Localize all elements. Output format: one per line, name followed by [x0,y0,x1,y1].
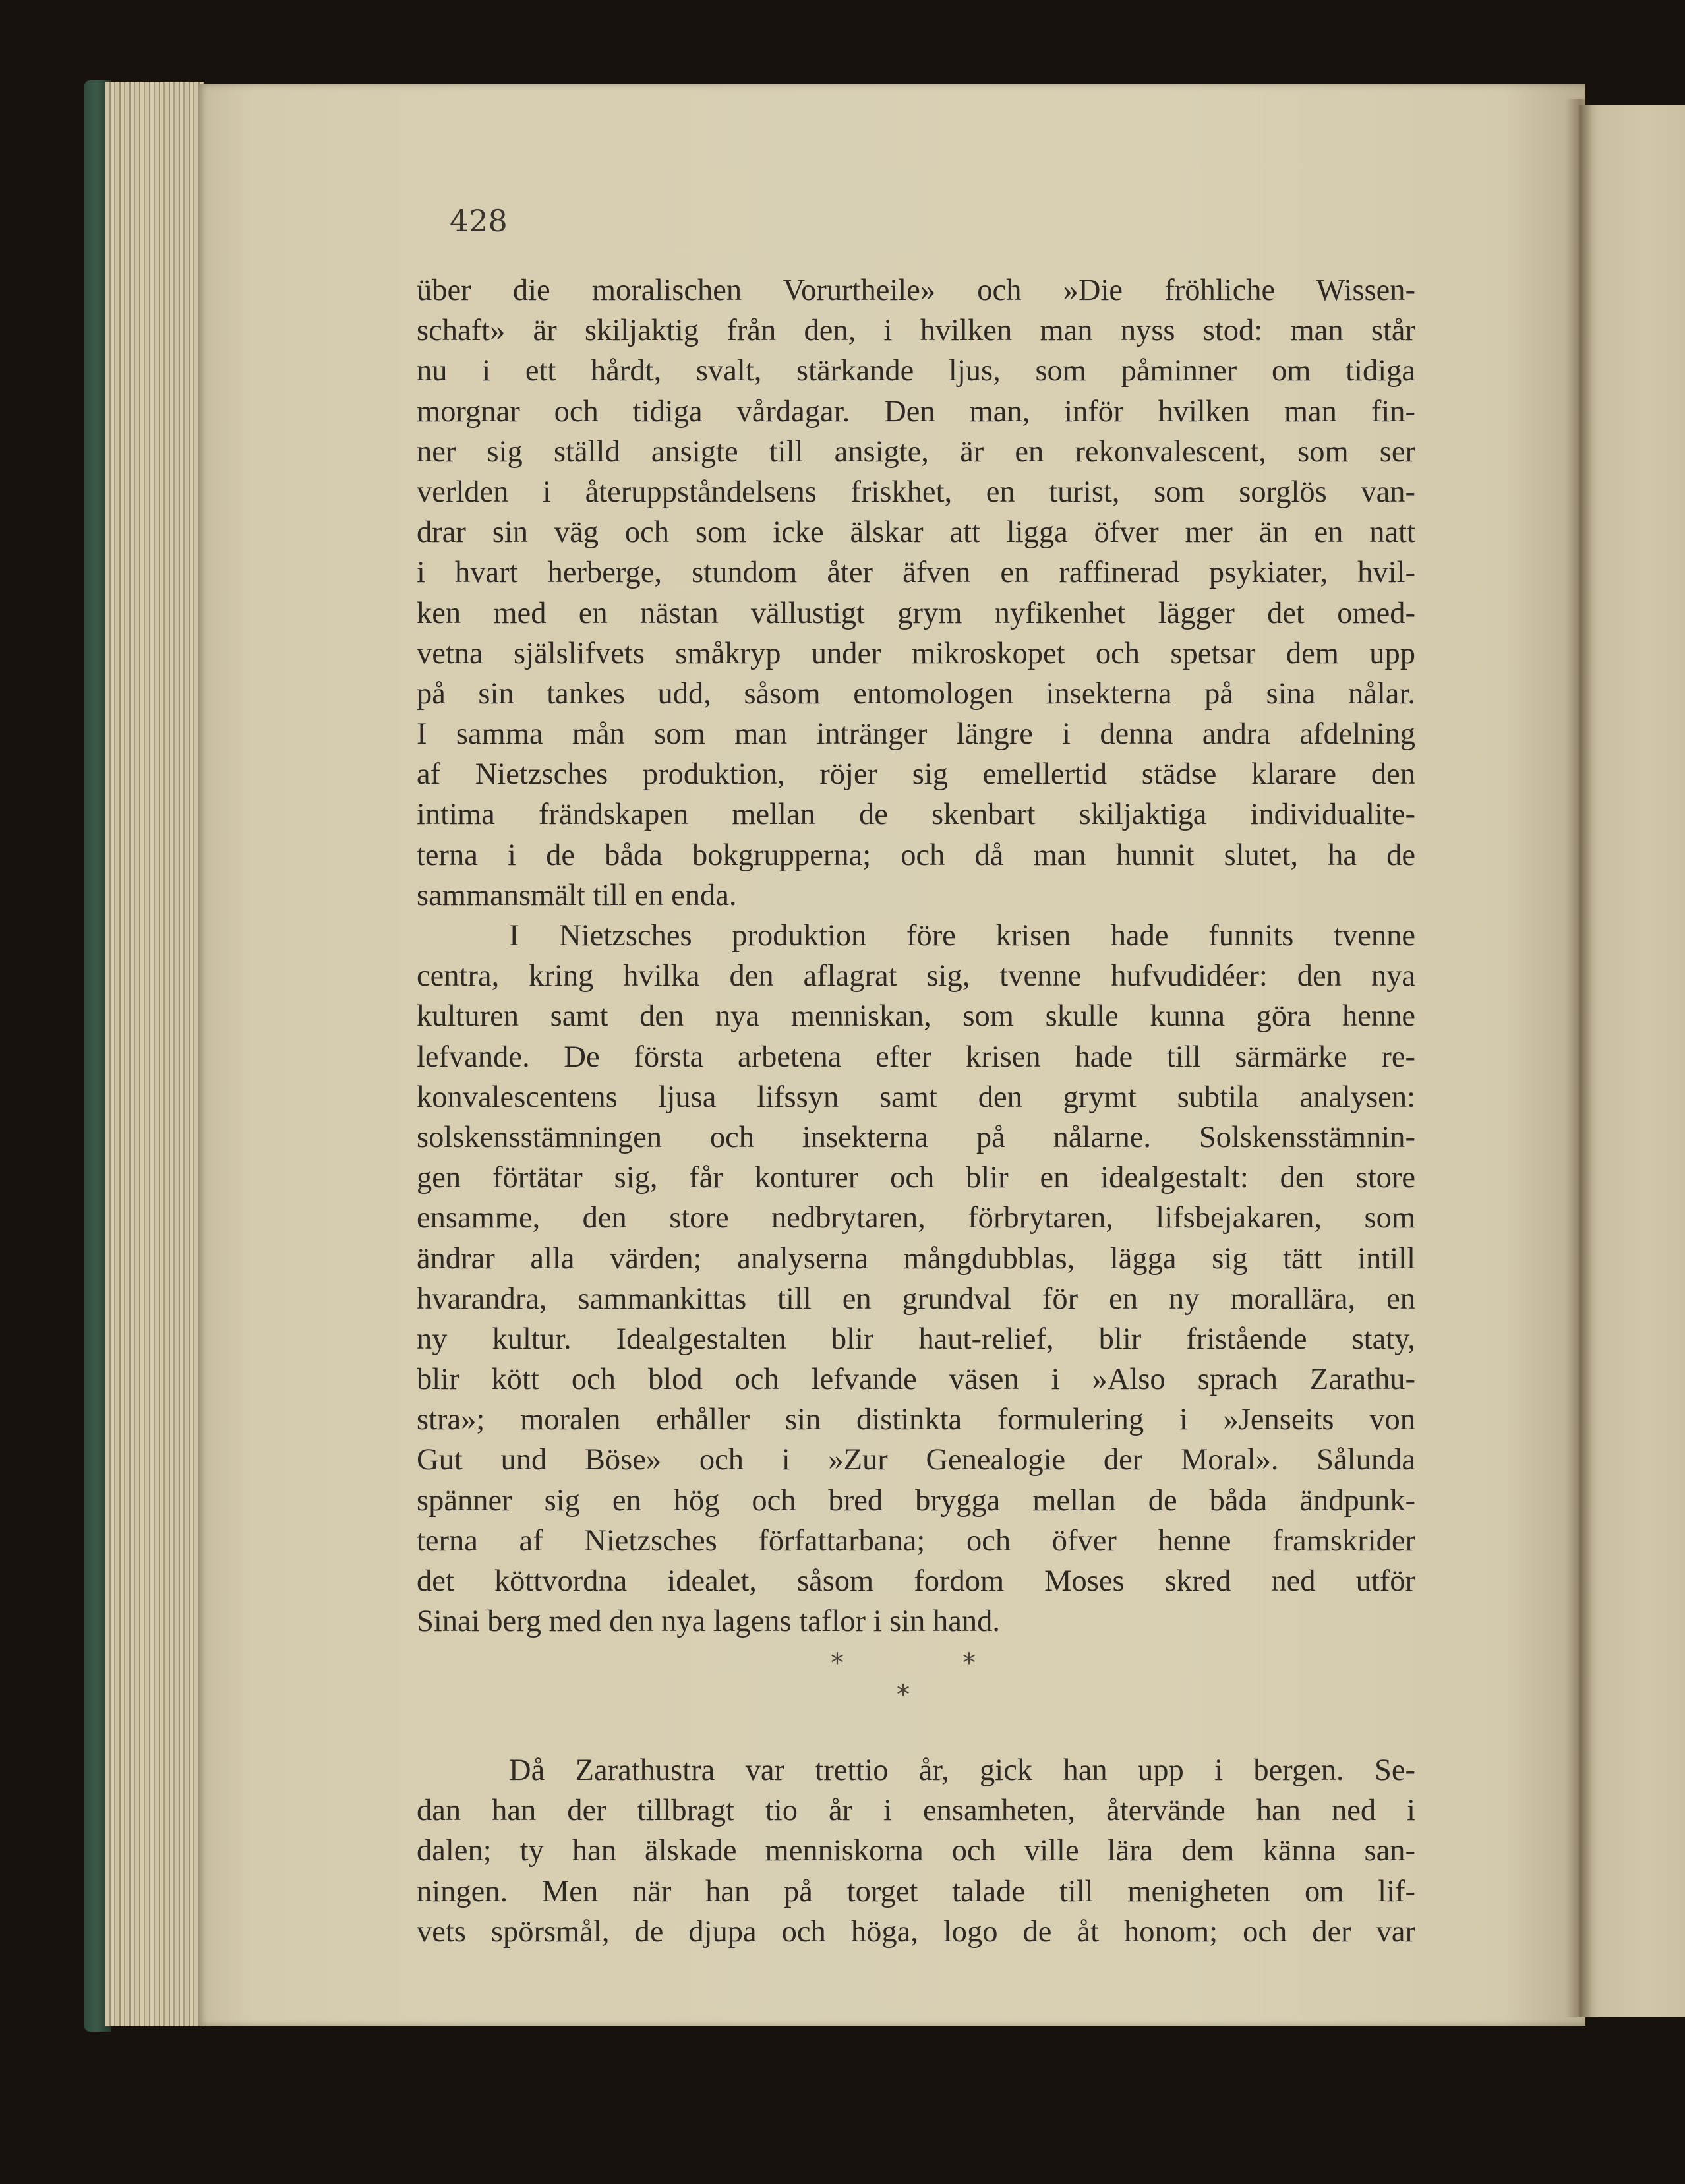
text-line: lefvande. De första arbetena efter krisen hade till särmärke re- [417,1040,1415,1074]
text-line: terna af Nietzsches författarbana; och öfver henne framskrider [417,1523,1415,1558]
text-line: stra»; moralen erhåller sin distinkta formulering i »Jenseits von [417,1403,1415,1437]
paragraph [417,916,1415,1641]
text-line: ken med en nästan vällustigt grym nyfikenhet lägger det omed- [417,596,1415,630]
separator-asterisk: * [831,1648,844,1678]
page-stack-edges [105,82,204,2026]
paragraph [417,270,1415,916]
text-line: schaft» är skiljaktig från den, i hvilken man nyss stod: man står [417,314,1415,348]
text-line: nu i ett hårdt, svalt, stärkande ljus, som påminner om tidiga [417,354,1415,388]
text-line: ändrar alla värden; analyserna mångdubblas, lägga sig tätt intill [417,1241,1415,1276]
text-line: vets spörsmål, de djupa och höga, logo de åt honom; och der var [417,1914,1415,1949]
text-line: dalen; ty han älskade menniskorna och ville lära dem känna san- [417,1834,1415,1868]
text-line: Sinai berg med den nya lagens taflor i sin hand. [417,1605,1001,1639]
text-line: intima frändskapen mellan de skenbart skiljaktiga individualite- [417,798,1415,832]
text-line: sammansmält till en enda. [417,878,737,912]
text-line: I samma mån som man intränger längre i denna andra afdelning [417,717,1415,752]
text-line: Gut und Böse» och i »Zur Genealogie der Moral». Sålunda [417,1443,1415,1477]
text-line: Då Zarathustra var trettio år, gick han upp i bergen. Se- [509,1754,1415,1787]
separator-asterisk: * [962,1648,976,1678]
text-line: solskensstämningen och insekterna på nålarne. Solskensstämnin- [417,1120,1415,1154]
page-gutter [1566,99,1592,2017]
text-line: spänner sig en hög och bred brygga mellan de båda ändpunk- [417,1483,1415,1518]
facing-page-edge [1579,105,1685,2017]
text-line: i hvart herberge, stundom åter äfven en raffinerad psykiater, hvil- [417,556,1415,590]
text-line: kulturen samt den nya menniskan, som skulle kunna göra henne [417,999,1415,1034]
text-line: terna i de båda bokgrupperna; och då man hunnit slutet, ha de [417,838,1415,872]
text-line: verlden i återuppståndelsens friskhet, en turist, som sorglös van- [417,475,1415,509]
section-separator [811,1648,1009,1721]
text-line: über die moralischen Vorurtheile» och »Die fröhliche Wissen- [417,274,1415,307]
separator-asterisk: * [897,1680,910,1710]
text-line: ningen. Men när han på torget talade till menigheten om lif- [417,1874,1415,1908]
text-line: morgnar och tidiga vårdagar. Den man, inför hvilken man fin- [417,394,1415,428]
text-line: det köttvordna idealet, såsom fordom Moses skred ned utför [417,1564,1415,1598]
text-line: I Nietzsches produktion före krisen hade funnits tvenne [509,919,1415,953]
text-line: centra, kring hvilka den aflagrat sig, tvenne hufvudidéer: den nya [417,959,1415,993]
text-line: blir kött och blod och lefvande väsen i »Also sprach Zarathu- [417,1363,1415,1397]
text-line: af Nietzsches produktion, röjer sig emellertid städse klarare den [417,757,1415,792]
text-line: drar sin väg och som icke älskar att ligga öfver mer än en natt [417,516,1415,550]
text-line: gen förtätar sig, får konturer och blir en idealgestalt: den store [417,1161,1415,1195]
page-number: 428 [450,203,508,239]
body-text [417,270,1415,1641]
text-line: dan han der tillbragt tio år i ensamheten, återvände han ned i [417,1794,1415,1828]
text-line: ny kultur. Idealgestalten blir haut-relief, blir fristående staty, [417,1322,1415,1356]
text-line: ner sig ställd ansigte till ansigte, är en rekonvalescent, som ser [417,434,1415,469]
text-line: ensamme, den store nedbrytaren, förbrytaren, lifsbejakaren, som [417,1201,1415,1235]
closing-paragraph [417,1750,1415,1952]
text-line: på sin tankes udd, såsom entomologen insekterna på sina nålar. [417,676,1415,711]
text-line: konvalescentens ljusa lifssyn samt den grymt subtila analysen: [417,1080,1415,1114]
text-line: vetna själslifvets småkryp under mikroskopet och spetsar dem upp [417,636,1415,670]
text-line: hvarandra, sammankittas till en grundval för en ny morallära, en [417,1282,1415,1316]
